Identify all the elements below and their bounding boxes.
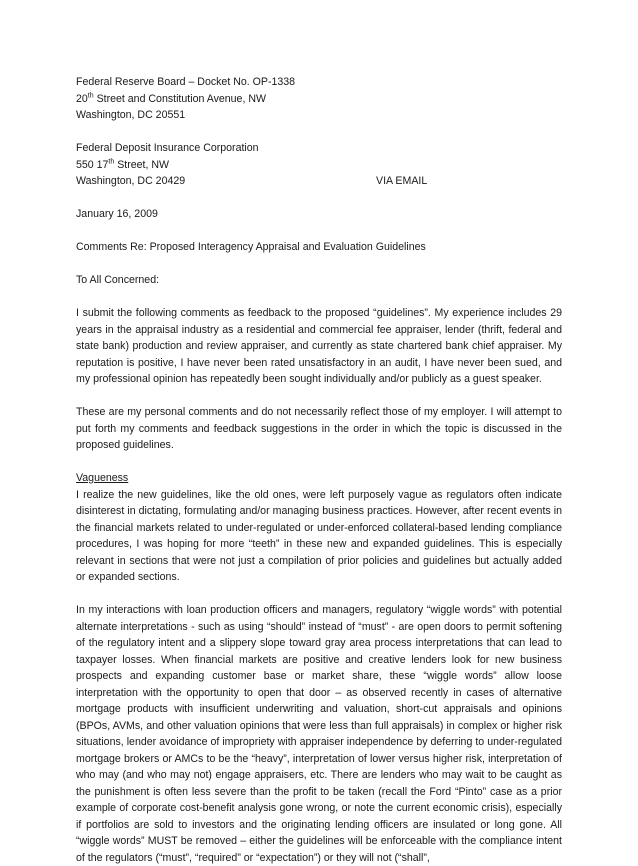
frb-street-suffix: th: [87, 91, 94, 99]
frb-street-line: [76, 91, 562, 108]
fdic-street-suffix: th: [108, 157, 115, 165]
fdic-city-line: [76, 173, 562, 190]
fdic-city: Washington, DC 20429: [76, 175, 186, 187]
letter-date: January 16, 2009: [76, 208, 158, 220]
frb-street-name: Street and Constitution Avenue, NW: [93, 92, 266, 105]
paragraph-experience: I submit the following comments as feedback to the proposed “guidelines”. My experience includes 29 years in the appraisal industry as a residential and commercial fee appraiser, lender (thrift, federal and state bank) production and review appraiser, and currently as state chartered bank chief appraiser. My reputation is positive, I have never been rated unsatisfactory in an audit, I have never been sued, and my professional opinion has repeatedly been sought individually and/or publicly as a guest speaker.: [76, 307, 562, 385]
subject-line: Comments Re: Proposed Interagency Appraisal and Evaluation Guidelines: [76, 241, 426, 253]
salutation: To All Concerned:: [76, 274, 160, 286]
fdic-street-name: Street, NW: [114, 158, 169, 171]
frb-city-line: Washington, DC 20551: [76, 109, 186, 121]
paragraph-vagueness: I realize the new guidelines, like the old ones, were left purposely vague as regulators often indicate disinterest in dictating, formulating and/or managing business practices. However, after recent events in the financial markets related to under-regulated or under-enforced collateral-based lending compliance procedures, I was hoping for more “teeth” in these new and expanded guidelines. This is especially relevant in sections that were not just a compilation of prior policies and guidelines but actually added or expanded sections.: [76, 488, 562, 583]
paragraph-disclaimer: These are my personal comments and do not necessarily reflect those of my employer. I will attempt to put forth my comments and feedback suggestions in the order in which the topic is discussed in the proposed guidelines.: [76, 406, 562, 451]
fdic-street-line: [76, 157, 562, 174]
section-heading-vagueness: Vagueness: [76, 472, 129, 484]
fdic-name-line: Federal Deposit Insurance Corporation: [76, 142, 259, 154]
address-block-fdic: [76, 140, 562, 190]
frb-street-number: 20: [76, 92, 88, 105]
paragraph-wiggle-words: In my interactions with loan production officers and managers, regulatory “wiggle words” with potential alternate interpretations - such as using “should” instead of “must” - are open doors to permit softening of the regulatory intent and a slippery slope toward gray area process interpretations that can lead to taxpayer losses. When financial markets are positive and creative lenders look for new business prospects and expanding customer base or market share, these “wiggle words” allow loose interpretation with the opportunity to open that door – as observed recently in cases of alternative mortgage products with insufficient underwriting and valuation, short-cut appraisals and opinions (BPOs, AVMs, and other valuation opinions that were less than full appraisals) in complex or higher risk situations, lender avoidance of impropriety with appraiser independence by deferring to under-regulated mortgage brokers or AMCs to be the “heavy”, interpretation of lower versus higher risk, interpretation of who may (and who may not) engage appraisers, etc. There are lenders who may wait to be caught as the punishment is often less severe than the profit to be taken (recall the Ford “Pinto” case as a prior example of corporate cost-benefit analysis gone wrong, or note the current economic crisis), especially if portfolios are sold to investors and the originating lending officers are insulated or long gone. All “wiggle words” MUST be removed – either the guidelines will be enforceable with the compliance intent of the regulators (“must”, “required” or “expectation”) or they will not (“shall”,: [76, 604, 562, 864]
address-block-frb: [76, 74, 562, 124]
frb-docket-line: Federal Reserve Board – Docket No. OP-1338: [76, 76, 296, 88]
fdic-street-number: 550 17: [76, 158, 109, 171]
via-email-label: VIA EMAIL: [376, 175, 428, 187]
